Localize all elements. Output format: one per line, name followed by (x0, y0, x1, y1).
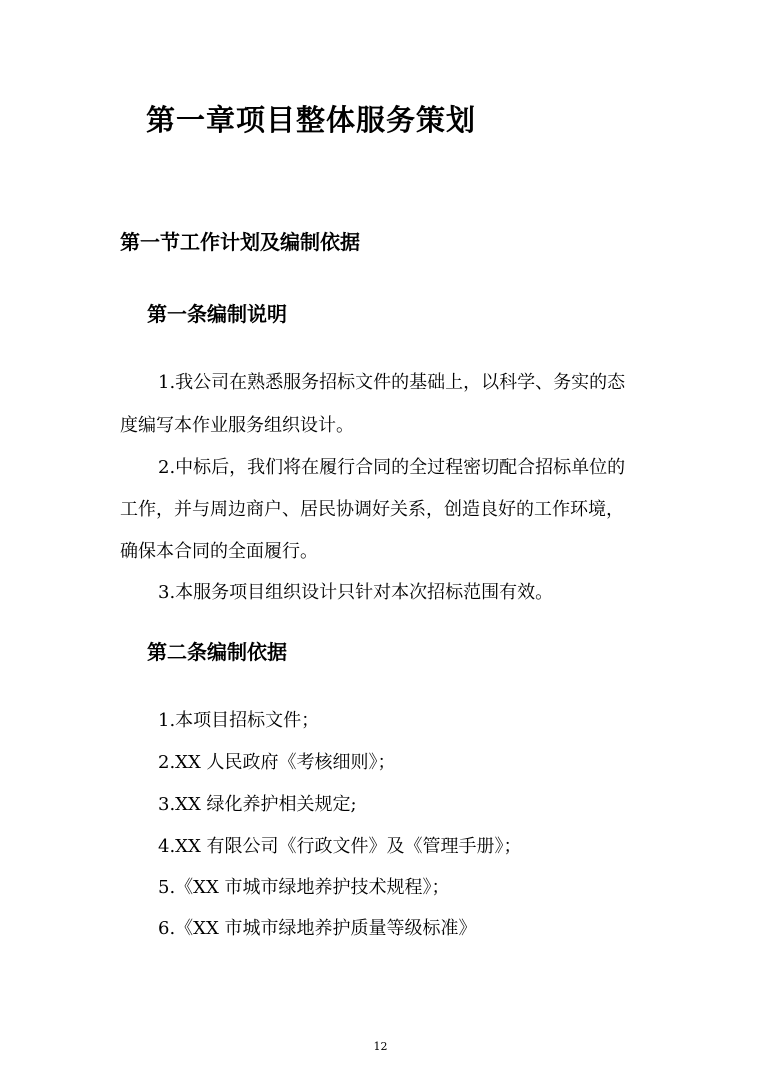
page-number: 12 (373, 1040, 388, 1053)
paragraph-line: 确保本合同的全面履行。 (120, 541, 318, 562)
list-item: 3.XX 绿化养护相关规定; (158, 794, 357, 815)
paragraph-line: 工作，并与周边商户、居民协调好关系，创造良好的工作环境， (120, 499, 624, 520)
section-title: 第一节工作计划及编制依据 (120, 230, 360, 254)
chapter-title: 第一章项目整体服务策划 (146, 103, 477, 137)
list-item: 4.XX 有限公司《行政文件》及《管理手册》； (158, 836, 522, 857)
article-title-compilation-basis: 第二条编制依据 (147, 640, 287, 664)
article-title-compilation-notes: 第一条编制说明 (147, 302, 287, 326)
paragraph-line: 2.中标后，我们将在履行合同的全过程密切配合招标单位的 (158, 457, 626, 478)
list-item: 1.本项目招标文件； (158, 710, 320, 731)
paragraph-line: 3.本服务项目组织设计只针对本次招标范围有效。 (158, 582, 554, 603)
list-item: 2.XX 人民政府《考核细则》； (158, 752, 396, 773)
list-item: 5.《XX 市城市绿地养护技术规程》； (158, 877, 450, 898)
paragraph-line: 度编写本作业服务组织设计。 (120, 415, 354, 436)
list-item: 6.《XX 市城市绿地养护质量等级标准》 (158, 918, 477, 939)
paragraph-line: 1.我公司在熟悉服务招标文件的基础上，以科学、务实的态 (158, 372, 626, 393)
